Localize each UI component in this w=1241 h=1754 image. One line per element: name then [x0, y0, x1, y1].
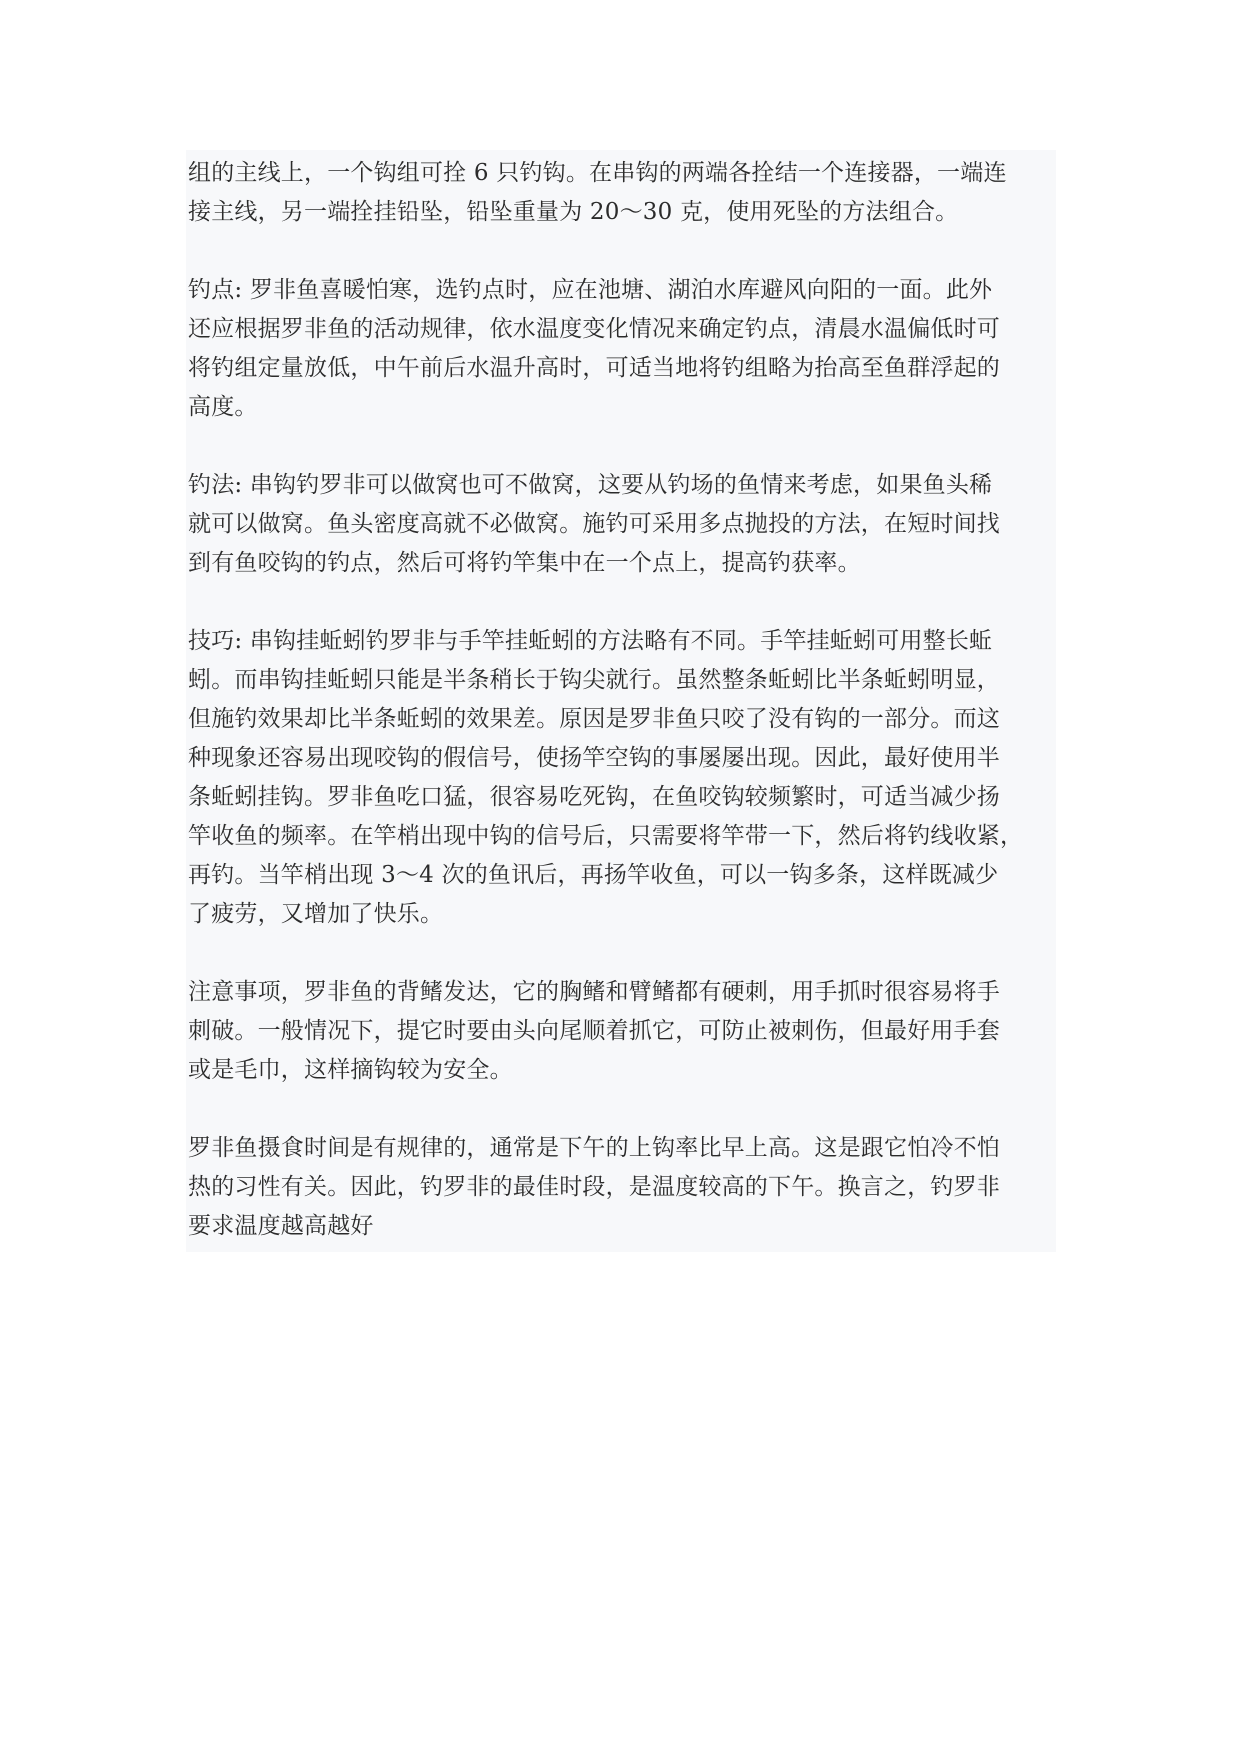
- paragraph-technique: 技巧: 串钩挂蚯蚓钓罗非与手竿挂蚯蚓的方法略有不同。手竿挂蚯蚓可用整长蚯 蚓。而串钩挂蚯蚓只能是半条稍长于钩尖就行。虽然整条蚯蚓比半条蚯蚓明显， 但施钓效果却比半条蚯蚓的效果差。原因是罗非鱼只咬了没有钩的一部分。而这 种现象还容易出现咬钩的假信号，使扬竿空钩的事屡屡出现。因此，最好使用半 条蚯蚓挂钩。罗非鱼吃口猛，很容易吃死钩，在鱼咬钩较频繁时，可适当减少扬 竿收鱼的频率。在竿梢出现中钩的信号后，只需要将竿带一下，然后将钓线收紧， 再钓。当竿梢出现 3～4 次的鱼讯后，再扬竿收鱼，可以一钩多条，这样既减少 了疲劳，又增加了快乐。: [188, 628, 1024, 927]
- paragraph-spacer: [188, 427, 1054, 466]
- article-body: [186, 150, 1056, 1252]
- paragraph-rig-setup: 组的主线上，一个钩组可拴 6 只钓钩。在串钩的两端各拴结一个连接器，一端连 接主线，另一端拴挂铅坠，铅坠重量为 20～30 克，使用死坠的方法组合。: [188, 160, 1007, 225]
- paragraph-spacer: [188, 1090, 1054, 1129]
- paragraph-feeding-time: 罗非鱼摄食时间是有规律的，通常是下午的上钩率比早上高。这是跟它怕冷不怕 热的习性有关。因此，钓罗非的最佳时段，是温度较高的下午。换言之，钓罗非 要求温度越高越好: [188, 1135, 1000, 1239]
- paragraph-precautions: 注意事项，罗非鱼的背鳍发达，它的胸鳍和臂鳍都有硬刺，用手抓时很容易将手 刺破。一般情况下，提它时要由头向尾顺着抓它，可防止被刺伤，但最好用手套 或是毛巾，这样摘钩较为安全。: [188, 979, 1000, 1083]
- paragraph-spacer: [188, 232, 1054, 271]
- paragraph-spacer: [188, 583, 1054, 622]
- paragraph-fishing-method: 钓法: 串钩钓罗非可以做窝也可不做窝，这要从钓场的鱼情来考虑，如果鱼头稀 就可以做窝。鱼头密度高就不必做窝。施钓可采用多点抛投的方法，在短时间找 到有鱼咬钩的钓点，然后可将钓竿集中在一个点上，提高钓获率。: [188, 472, 1000, 576]
- paragraph-fishing-spot: 钓点: 罗非鱼喜暖怕寒，选钓点时，应在池塘、湖泊水库避风向阳的一面。此外 还应根据罗非鱼的活动规律，依水温度变化情况来确定钓点，清晨水温偏低时可 将钓组定量放低，中午前后水温升高时，可适当地将钓组略为抬高至鱼群浮起的 高度。: [188, 277, 1000, 420]
- paragraph-spacer: [188, 934, 1054, 973]
